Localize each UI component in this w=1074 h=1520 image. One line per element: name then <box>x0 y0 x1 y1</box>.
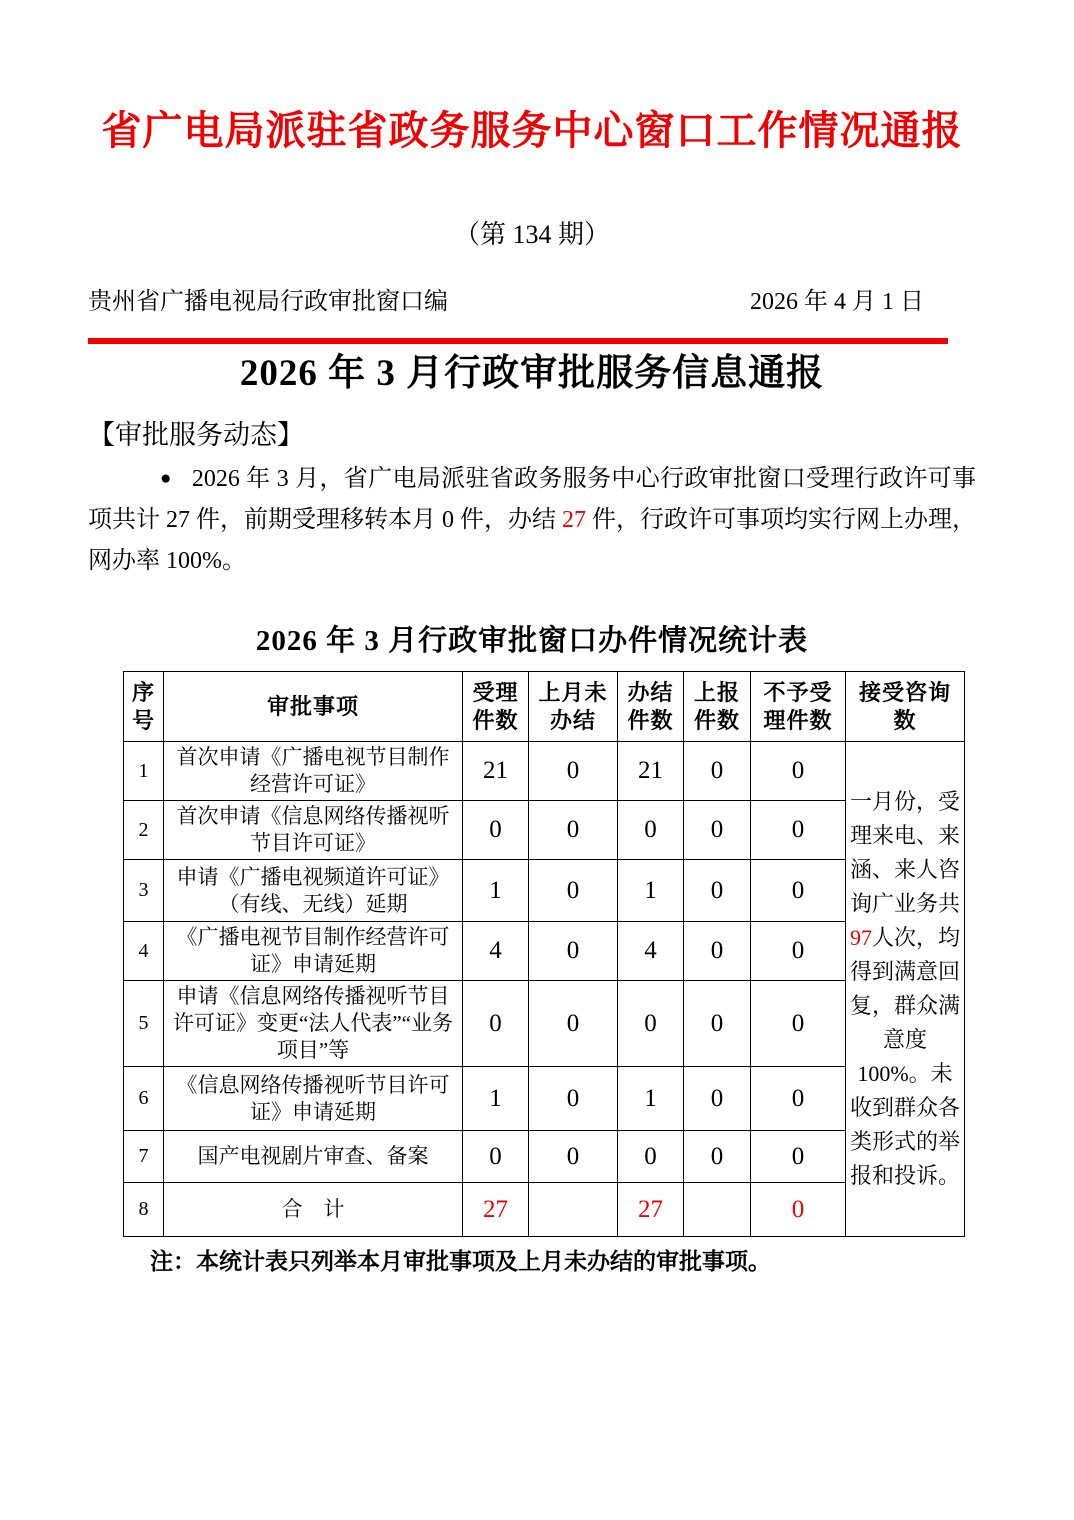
cell-last-month: 0 <box>529 1131 618 1183</box>
cell-reported: 0 <box>684 981 751 1067</box>
table-footnote: 注：本统计表只列举本月审批事项及上月未办结的审批事项。 <box>150 1249 771 1274</box>
table-row <box>124 742 965 801</box>
cell-item: 《广播电视节目制作经营许可证》申请延期 <box>164 922 463 981</box>
cell-accepted: 1 <box>463 860 529 922</box>
cell-item: 国产电视剧片审查、备案 <box>164 1131 463 1183</box>
cell-reported: 0 <box>684 742 751 801</box>
cell-rejected: 0 <box>751 922 846 981</box>
header-accepted: 受理件数 <box>463 672 529 742</box>
cell-item: 首次申请《信息网络传播视听节目许可证》 <box>164 801 463 860</box>
bullet-icon: ● <box>160 468 172 489</box>
table-title: 2026 年 3 月行政审批窗口办件情况统计表 <box>255 625 809 657</box>
table-row <box>124 801 965 860</box>
cell-item: 申请《广播电视频道许可证》（有线、无线）延期 <box>164 860 463 922</box>
page-title: 省广电局派驻省政务服务中心窗口工作情况通报 <box>101 108 963 153</box>
cell-accepted: 4 <box>463 922 529 981</box>
cell-item: 《信息网络传播视听节目许可证》申请延期 <box>164 1067 463 1131</box>
section-title: 2026 年 3 月行政审批服务信息通报 <box>239 353 825 394</box>
publish-date: 2026 年 4 月 1 日 <box>750 289 924 315</box>
table-row <box>124 860 965 922</box>
cell-last-month: 0 <box>529 1067 618 1131</box>
table-row <box>124 1067 965 1131</box>
red-divider <box>88 338 948 344</box>
cell-rejected: 0 <box>751 1067 846 1131</box>
cell-rejected: 0 <box>751 860 846 922</box>
table-row <box>124 1131 965 1183</box>
cell-seq: 8 <box>124 1183 164 1237</box>
cell-completed: 1 <box>618 1067 684 1131</box>
cell-reported: 0 <box>684 860 751 922</box>
cell-seq: 3 <box>124 860 164 922</box>
cell-last-month: 0 <box>529 801 618 860</box>
cell-rejected-total: 0 <box>751 1183 846 1237</box>
consultation-text-1: 一月份，受理来电、来涵、来人咨询广业务共 <box>850 789 961 916</box>
cell-reported-total <box>684 1183 751 1237</box>
header-consultation: 接受咨询数 <box>846 672 965 742</box>
statistics-table <box>123 671 965 1237</box>
cell-last-month: 0 <box>529 742 618 801</box>
consultation-cell <box>846 742 965 1237</box>
dynamics-heading: 【审批服务动态】 <box>88 420 304 450</box>
cell-seq: 5 <box>124 981 164 1067</box>
cell-item: 申请《信息网络传播视听节目许可证》变更“法人代表”“业务项目”等 <box>164 981 463 1067</box>
header-completed: 办结件数 <box>618 672 684 742</box>
table-header-row <box>124 672 965 742</box>
header-seq: 序号 <box>124 672 164 742</box>
cell-accepted: 21 <box>463 742 529 801</box>
cell-reported: 0 <box>684 1131 751 1183</box>
cell-last-month: 0 <box>529 922 618 981</box>
cell-seq: 2 <box>124 801 164 860</box>
cell-rejected: 0 <box>751 981 846 1067</box>
cell-completed: 1 <box>618 860 684 922</box>
cell-reported: 0 <box>684 922 751 981</box>
cell-item-total: 合 计 <box>164 1183 463 1237</box>
cell-completed-total: 27 <box>618 1183 684 1237</box>
consultation-text-2: 人次，均得到满意回复，群众满意度 100%。未收到群众各类形式的举报和投诉。 <box>850 925 961 1188</box>
header-item: 审批事项 <box>164 672 463 742</box>
cell-accepted: 0 <box>463 801 529 860</box>
cell-item: 首次申请《广播电视节目制作经营许可证》 <box>164 742 463 801</box>
cell-rejected: 0 <box>751 801 846 860</box>
paragraph-text-1: 2026 年 3 月，省广电局派驻省政务服务中心行政审批窗口受理行政许可事项共计 27 件，前期受理移转本月 0 件，办结 <box>88 466 976 533</box>
cell-seq: 7 <box>124 1131 164 1183</box>
cell-rejected: 0 <box>751 1131 846 1183</box>
cell-reported: 0 <box>684 1067 751 1131</box>
cell-completed: 0 <box>618 1131 684 1183</box>
table-total-row <box>124 1183 965 1237</box>
consultation-red-value: 97 <box>850 925 872 950</box>
header-rejected: 不予受理件数 <box>751 672 846 742</box>
cell-completed: 4 <box>618 922 684 981</box>
editor-label: 贵州省广播电视局行政审批窗口编 <box>88 289 448 315</box>
cell-seq: 4 <box>124 922 164 981</box>
header-last-month: 上月未办结 <box>529 672 618 742</box>
header-reported: 上报件数 <box>684 672 751 742</box>
issue-number: （第 134 期） <box>453 220 610 249</box>
cell-last-month: 0 <box>529 860 618 922</box>
table-row <box>124 922 965 981</box>
cell-rejected: 0 <box>751 742 846 801</box>
cell-seq: 1 <box>124 742 164 801</box>
paragraph-text-2: 件，行政许可事项均实行网上办理，网办率 100%。 <box>88 507 976 574</box>
cell-accepted-total: 27 <box>463 1183 529 1237</box>
cell-reported: 0 <box>684 801 751 860</box>
table-row <box>124 981 965 1067</box>
cell-accepted: 0 <box>463 1131 529 1183</box>
cell-completed: 0 <box>618 801 684 860</box>
cell-accepted: 0 <box>463 981 529 1067</box>
cell-last-month-total <box>529 1183 618 1237</box>
paragraph-red-value: 27 <box>562 507 586 533</box>
summary-paragraph <box>88 458 976 582</box>
cell-last-month: 0 <box>529 981 618 1067</box>
byline <box>88 281 976 316</box>
cell-accepted: 1 <box>463 1067 529 1131</box>
cell-completed: 0 <box>618 981 684 1067</box>
cell-completed: 21 <box>618 742 684 801</box>
cell-seq: 6 <box>124 1067 164 1131</box>
